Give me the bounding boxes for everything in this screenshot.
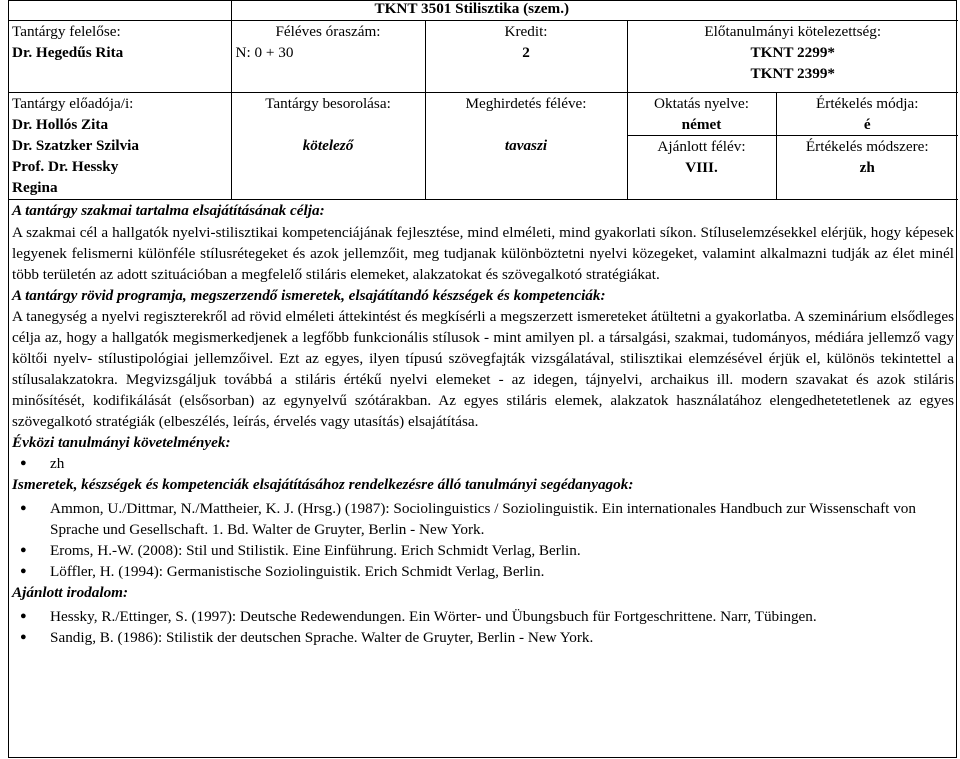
cel-heading: A tantárgy szakmai tartalma elsajátításának célja: <box>12 202 325 219</box>
irodalom-list <box>12 606 954 648</box>
eloado-name-1: Dr. Hollós Zita <box>12 116 109 133</box>
list-item: ● Löffler, H. (1994): Germanistische Soziolinguistik. Erich Schmidt Verlag, Berlin. <box>12 561 954 582</box>
oraszam-cell <box>231 21 425 93</box>
list-item: ● Ammon, U./Dittmar, N./Mattheier, K. J. (Hrsg.) (1987): Sociolinguistics / Soziolinguistik. Ein internationales Handbuch zur Wissenschaft von Sprache und Gesellschaft. 1. Bd. Walter de Gruyter, Berlin - New York. <box>12 498 954 540</box>
content-cell <box>8 200 958 649</box>
ertekeles-modja-cell <box>776 93 958 136</box>
nyelv-value: német <box>681 116 722 133</box>
ajanlott-cell <box>627 136 776 200</box>
besorolas-label: Tantárgy besorolása: <box>265 95 391 112</box>
eloado-label: Tantárgy előadója/i: <box>12 95 134 112</box>
program-text: A tanegység a nyelvi regiszterekről ad rövid elméleti áttekintést és megkísérli a megszerzett ismereteket átültetni a gyakorlatba. A szeminárium elsődleges célja az, hogy a hallgatók megismerkedjenek a legfőbb funkcionális stílusok - mint amilyen pl. a társalgási, szakmai, tudományos, médiára jellemző vagy költői nyelv- stílustipológiai jellemzőivel. Ezt az egyes, ilyen típusú szövegfajták vizsgálatával, stilisztikai elemzésével érjük el, különös tekintettel a stílusalakzatokra. Megvizsgáljuk továbbá a stiláris értékű nyelvi elemeket - az idegen, tájnyelvi, archaikus ill. modern szavakat és azok stiláris minősítését, kodifikálását (elsősorban) az egynyelvű szótárakban. Az egyes stiláris elemek, alakzatok használatához elengedhetetetlenek az egyes szövegalkotó stratégiák (elbeszélés, leírás, érvelés vagy utasítás) elsajátítása. <box>12 308 954 430</box>
felelos-name: Dr. Hegedűs Rita <box>12 44 124 61</box>
program-heading: A tantárgy rövid programja, megszerzendő ismeretek, elsajátítandó készségek és kompetenciák: <box>12 287 606 304</box>
besorolas-cell <box>231 93 425 200</box>
eloado-cell <box>8 93 231 200</box>
cel-text: A szakmai cél a hallgatók nyelvi-stilisztikai kompetenciájának fejlesztése, mind elméleti, mind gyakorlati síkon. Stíluselemzésekkel elérjük, hogy képesek legyenek felismerni különféle stílusrétegeket és azok jellemzőit, meg tudjanak különböztetni nyelvi közegeket, valamint alkalmazni tudják az élet minél több területén az adott szituációban a megfelelő stiláris elemeket, alakzatokat és szövegalkotó stratégiákat. <box>12 224 954 283</box>
kredit-cell <box>425 21 627 93</box>
elotan-value-2: TKNT 2399* <box>750 65 836 82</box>
elotan-value-1: TKNT 2299* <box>750 44 836 61</box>
irodalom-heading: Ajánlott irodalom: <box>12 584 129 601</box>
list-item: ● Sandig, B. (1986): Stilistik der deutschen Sprache. Walter de Gruyter, Berlin - New York. <box>12 627 954 648</box>
eloado-name-4: Regina <box>12 179 58 196</box>
ajanlott-label: Ajánlott félév: <box>657 138 746 155</box>
eloado-name-3: Prof. Dr. Hessky <box>12 158 119 175</box>
felelos-cell <box>8 21 231 93</box>
elotan-label: Előtanulmányi kötelezettség: <box>704 23 882 40</box>
kovetelmenyek-heading: Évközi tanulmányi követelmények: <box>12 434 231 451</box>
kredit-label: Kredit: <box>504 23 548 40</box>
nyelv-label: Oktatás nyelve: <box>654 95 749 112</box>
ajanlott-value: VIII. <box>685 159 718 176</box>
ertekeles-modszere-value: zh <box>859 159 875 176</box>
kredit-value: 2 <box>522 44 530 61</box>
elotan-cell <box>627 21 958 93</box>
meghirdetes-label: Meghirdetés féléve: <box>465 95 587 112</box>
list-item: ● zh <box>12 453 954 474</box>
felelos-label: Tantárgy felelőse: <box>12 23 121 40</box>
segedanyagok-list <box>12 498 954 582</box>
besorolas-value: kötelező <box>302 137 354 154</box>
list-item: ● Hessky, R./Ettinger, S. (1997): Deutsche Redewendungen. Ein Wörter- und Übungsbuch für Fortgeschrittene. Narr, Tübingen. <box>12 606 954 627</box>
ertekeles-modja-label: Értékelés módja: <box>816 95 919 112</box>
ertekeles-modja-value: é <box>863 116 871 133</box>
nyelv-cell <box>627 93 776 136</box>
ertekeles-modszere-cell <box>776 136 958 200</box>
meghirdetes-value: tavaszi <box>504 137 548 154</box>
eloado-name-2: Dr. Szatzker Szilvia <box>12 137 139 154</box>
kovetelmenyek-list <box>12 453 954 474</box>
oraszam-label: Féléves óraszám: <box>275 23 381 40</box>
course-title: TKNT 3501 Stilisztika (szem.) <box>231 0 958 21</box>
meghirdetes-cell <box>425 93 627 200</box>
segedanyagok-heading: Ismeretek, készségek és kompetenciák elsajátításához rendelkezésre álló tanulmányi segédanyagok: <box>12 476 634 493</box>
oraszam-value: N: 0 + 30 <box>235 44 294 61</box>
course-table <box>8 0 958 648</box>
ertekeles-modszere-label: Értékelés módszere: <box>805 138 929 155</box>
list-item: ● Eroms, H.-W. (2008): Stil und Stilistik. Eine Einführung. Erich Schmidt Verlag, Berlin. <box>12 540 954 561</box>
